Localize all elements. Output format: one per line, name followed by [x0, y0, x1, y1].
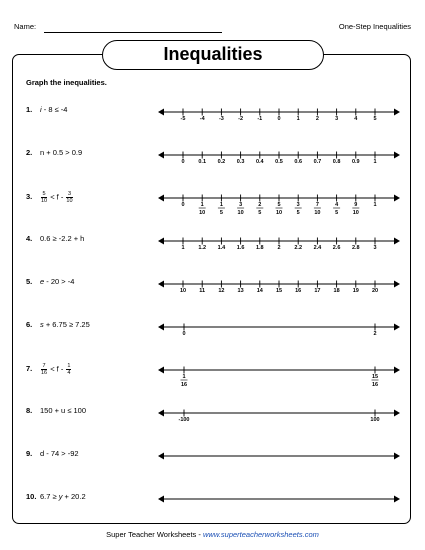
tick-label: 0.1: [198, 159, 207, 165]
tick-label: 1.8: [255, 245, 264, 251]
tick-label: 10: [179, 288, 187, 294]
arrow-right-icon: [394, 367, 400, 374]
problem-text: s: [40, 320, 44, 329]
tick-label: 16: [295, 288, 302, 294]
endpoint-label: -100: [178, 417, 190, 423]
endpoint-label-denominator: 16: [371, 382, 379, 388]
tick-label-numerator: 1: [200, 202, 204, 208]
problem-number: 8.: [26, 406, 33, 415]
problem-text: 0.6 ≥ -2.2 + h: [40, 234, 85, 243]
tick-label: 2: [277, 245, 281, 251]
endpoint-label-denominator: 16: [180, 382, 188, 388]
problem-fraction: $\frac{7}{16}$: [41, 363, 48, 376]
tick-label: -1: [257, 116, 263, 122]
tick-label: 20: [371, 288, 379, 294]
arrow-left-icon: [158, 324, 164, 331]
tick-label: 0: [181, 159, 185, 165]
tick-label: 13: [237, 288, 244, 294]
tick-label-numerator: 9: [354, 202, 358, 208]
arrow-left-icon: [158, 195, 164, 202]
problem-text: < f -: [48, 192, 66, 202]
tick-label: -4: [199, 116, 205, 122]
arrow-right-icon: [394, 496, 400, 503]
footer-brand: Super Teacher Worksheets -: [106, 530, 203, 539]
problem-text: 6.7 ≥: [40, 492, 59, 501]
endpoint-label: 2: [373, 331, 377, 337]
page-title: Inequalities: [163, 44, 263, 64]
problem-text: y: [58, 492, 63, 501]
tick-label: 19: [352, 288, 359, 294]
tick-label-numerator: 7: [315, 202, 319, 208]
tick-label: 17: [314, 288, 321, 294]
problem-fraction: $\frac{5}{10}$: [41, 191, 48, 204]
tick-label: 1.6: [236, 245, 245, 251]
tick-label: 0.5: [275, 159, 283, 165]
tick-label: 1: [373, 202, 377, 208]
endpoint-label-numerator: 1: [182, 374, 186, 380]
tick-label: 0: [181, 202, 185, 208]
problem-text: - 20 > -4: [44, 277, 75, 286]
problem-number: 6.: [26, 320, 33, 329]
problem-number: 2.: [26, 148, 33, 157]
tick-label: 5: [373, 116, 377, 122]
tick-label: 4: [354, 116, 358, 122]
arrow-left-icon: [158, 496, 164, 503]
tick-label: 14: [256, 288, 263, 294]
tick-label: 2.6: [332, 245, 341, 251]
footer: [0, 530, 425, 539]
endpoint-label-numerator: 15: [371, 374, 379, 380]
tick-label: 0.4: [255, 159, 264, 165]
problem-text: < f -: [48, 364, 66, 374]
tick-label: 0.3: [236, 159, 245, 165]
problem-number: 7.: [26, 364, 33, 374]
arrow-left-icon: [158, 453, 164, 460]
tick-label: -3: [218, 116, 224, 122]
tick-label-denominator: 5: [258, 210, 262, 216]
arrow-left-icon: [158, 410, 164, 417]
problem-text: i: [40, 105, 42, 114]
tick-label: 0.9: [351, 159, 360, 165]
name-label: Name:: [14, 22, 37, 31]
tick-label: 1: [296, 116, 300, 122]
tick-label: 1.2: [198, 245, 207, 251]
tick-label: 1: [373, 159, 377, 165]
problem-number: 3.: [26, 192, 33, 202]
tick-label: 2: [315, 116, 319, 122]
tick-label: 0.6: [294, 159, 303, 165]
arrow-left-icon: [158, 238, 164, 245]
tick-label: 2.4: [313, 245, 322, 251]
tick-label: 1: [181, 245, 185, 251]
arrow-right-icon: [394, 109, 400, 116]
tick-label-denominator: 5: [335, 210, 339, 216]
problem-text: n + 0.5 > 0.9: [40, 148, 83, 157]
tick-label-numerator: 3: [239, 202, 243, 208]
endpoint-label: 100: [370, 417, 380, 423]
arrow-right-icon: [394, 152, 400, 159]
problem-text: + 6.75 ≥ 7.25: [43, 320, 90, 329]
worksheet-type-label: One-Step Inequalities: [338, 22, 411, 31]
arrow-left-icon: [158, 367, 164, 374]
arrow-right-icon: [394, 238, 400, 245]
arrow-right-icon: [394, 324, 400, 331]
problem-fraction: $\frac{3}{10}$: [66, 191, 73, 204]
tick-label-numerator: 5: [277, 202, 281, 208]
problem-text: - 8 ≤ -4: [41, 105, 68, 114]
problem-number: 4.: [26, 234, 33, 243]
tick-label-denominator: 10: [275, 210, 283, 216]
tick-label: 11: [199, 288, 206, 294]
problem-number: 1.: [26, 105, 33, 114]
tick-label: 3: [335, 116, 339, 122]
tick-label: 15: [275, 288, 283, 294]
problem-number: 9.: [26, 449, 33, 458]
arrow-left-icon: [158, 152, 164, 159]
footer-url[interactable]: www.superteacherworksheets.com: [202, 530, 319, 539]
problem-number: 10.: [26, 492, 37, 501]
tick-label-denominator: 10: [199, 210, 206, 216]
tick-label: 18: [333, 288, 340, 294]
endpoint-label: 0: [182, 331, 186, 337]
tick-label: 0.8: [332, 159, 341, 165]
tick-label: 2.2: [294, 245, 303, 251]
problem-text: e: [40, 277, 45, 286]
tick-label-denominator: 5: [219, 210, 223, 216]
problem-text: 150 + u ≤ 100: [40, 406, 87, 415]
arrow-right-icon: [394, 410, 400, 417]
tick-label-denominator: 10: [237, 210, 244, 216]
tick-label: 0.2: [217, 159, 226, 165]
tick-label: 2.8: [351, 245, 360, 251]
tick-label-denominator: 10: [352, 210, 359, 216]
tick-label-numerator: 1: [219, 202, 223, 208]
problem-fraction: $\frac{1}{4}$: [67, 363, 71, 376]
tick-label-numerator: 4: [335, 202, 339, 208]
tick-label: 12: [218, 288, 225, 294]
tick-label: 1.4: [217, 245, 226, 251]
arrow-right-icon: [394, 281, 400, 288]
arrow-left-icon: [158, 109, 164, 116]
tick-label-numerator: 2: [258, 202, 262, 208]
arrow-right-icon: [394, 453, 400, 460]
instructions: Graph the inequalities.: [26, 78, 107, 87]
tick-label: 0: [277, 116, 281, 122]
tick-label: 3: [373, 245, 377, 251]
tick-label-denominator: 5: [296, 210, 300, 216]
tick-label: -2: [238, 116, 244, 122]
problem-text: d - 74 > -92: [40, 449, 79, 458]
tick-label-denominator: 10: [314, 210, 321, 216]
arrow-left-icon: [158, 281, 164, 288]
problem-number: 5.: [26, 277, 33, 286]
tick-label: 0.7: [313, 159, 322, 165]
arrow-right-icon: [394, 195, 400, 202]
tick-label: -5: [180, 116, 186, 122]
problem-text: + 20.2: [62, 492, 86, 501]
tick-label-numerator: 3: [296, 202, 300, 208]
